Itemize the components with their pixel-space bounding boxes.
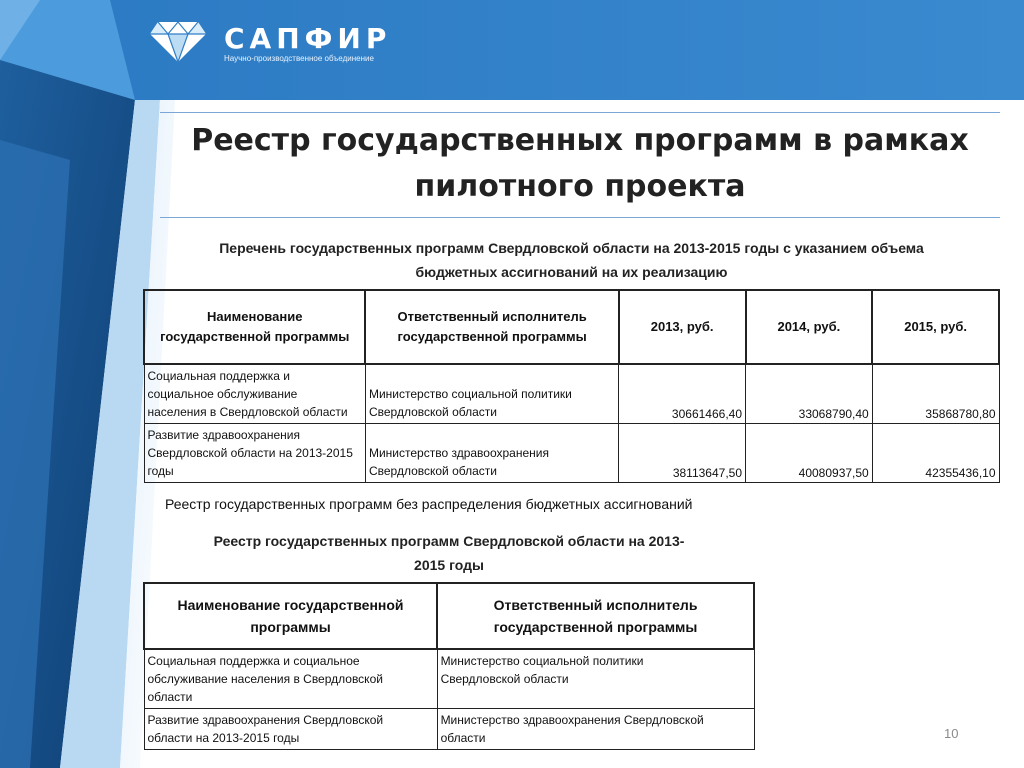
budget-table-caption: Перечень государственных программ Свердловской области на 2013-2015 годы с указанием объема бюджетных ассигнований на их реализацию (219, 240, 924, 280)
budget-table-caption-row (144, 231, 999, 290)
program-name-cell: Социальная поддержка и социальное обслуживание населения в Свердловской области (144, 364, 365, 424)
value-2015-cell: 35868780,80 (872, 364, 999, 424)
executor-cell: Министерство здравоохранения Свердловской области (437, 709, 754, 750)
table-row (144, 364, 999, 424)
registry-note: Реестр государственных программ без распределения бюджетных ассигнований (165, 496, 693, 512)
title-rule-bottom (160, 217, 1000, 218)
budget-table (143, 231, 1000, 483)
program-name-cell: Социальная поддержка и социальное обслуживание населения в Свердловской области (144, 649, 437, 709)
title-line-1: Реестр государственных программ в рамках (191, 123, 969, 158)
value-2013-cell: 38113647,50 (619, 424, 746, 483)
program-name-cell: Развитие здравоохранения Свердловской области на 2013-2015 годы (144, 424, 365, 483)
table-row (144, 709, 754, 750)
brand-logo (148, 20, 408, 70)
value-2015-cell: 42355436,10 (872, 424, 999, 483)
budget-table-header-row (144, 290, 999, 364)
header-2014: 2014, руб. (746, 290, 873, 364)
value-2014-cell: 40080937,50 (746, 424, 873, 483)
executor-cell: Министерство здравоохранения Свердловской области (365, 424, 618, 483)
table-row (144, 649, 754, 709)
title-line-2: пилотного проекта (414, 169, 746, 204)
program-name-cell: Развитие здравоохранения Свердловской области на 2013-2015 годы (144, 709, 437, 750)
header-program-name: Наименование государственной программы (144, 290, 365, 364)
registry-table (143, 524, 755, 750)
header-executor: Ответственный исполнитель государственной программы (437, 583, 754, 649)
registry-table-caption-row (144, 524, 754, 583)
value-2014-cell: 33068790,40 (746, 364, 873, 424)
page-number: 10 (944, 726, 959, 741)
table-row (144, 424, 999, 483)
brand-name: САПФИР (224, 22, 392, 55)
registry-table-header-row (144, 583, 754, 649)
value-2013-cell: 30661466,40 (619, 364, 746, 424)
header-2015: 2015, руб. (872, 290, 999, 364)
executor-cell: Министерство социальной политики Свердловской области (437, 649, 754, 709)
title-rule-top (160, 112, 1000, 113)
header-program-name: Наименование государственной программы (144, 583, 437, 649)
brand-subtitle: Научно-производственное объединение (224, 54, 374, 63)
registry-table-caption: Реестр государственных программ Свердловской области на 2013- 2015 годы (213, 533, 685, 573)
header-executor: Ответственный исполнитель государственной программы (365, 290, 618, 364)
diamond-icon (148, 20, 208, 64)
page-title (160, 118, 1000, 210)
executor-cell: Министерство социальной политики Свердловской области (365, 364, 618, 424)
header-2013: 2013, руб. (619, 290, 746, 364)
